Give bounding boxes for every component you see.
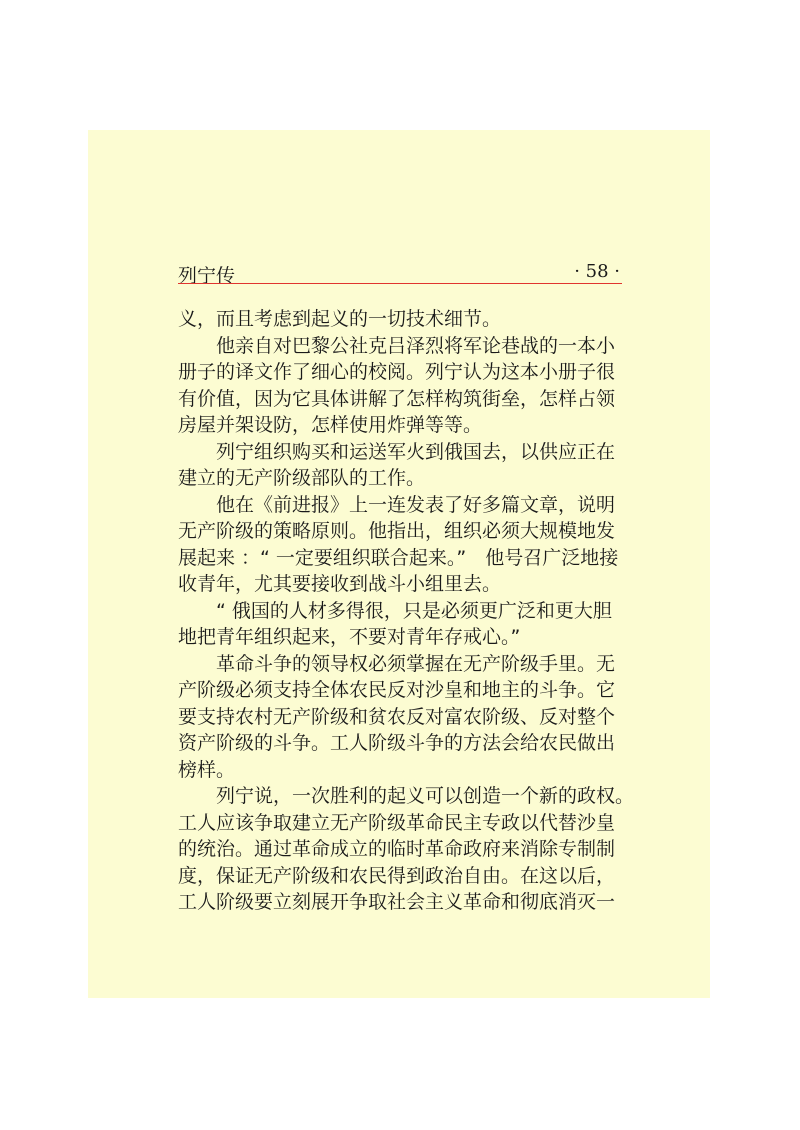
text-line: 无产阶级的策略原则。他指出，组织必须大规模地发: [178, 520, 616, 542]
text-line: 革命斗争的领导权必须掌握在无产阶级手里。无: [216, 652, 616, 675]
running-header: [178, 261, 622, 287]
text-line: 要支持农村无产阶级和贫农反对富农阶级、反对整个: [178, 705, 616, 728]
text-line: 建立的无产阶级部队的工作。: [178, 467, 426, 489]
header-divider: [178, 283, 622, 284]
body-text: [178, 306, 635, 916]
text-line: 列宁组织购买和运送军火到俄国去，以供应正在: [216, 440, 616, 463]
text-line: “ 俄国的人材多得很，只是必须更广泛和更大胆: [216, 599, 612, 622]
text-line: 度，保证无产阶级和农民得到政治自由。在这以后，: [178, 864, 616, 887]
text-line: 榜样。: [178, 758, 236, 781]
text-line: 义，而且考虑到起义的一切技术细节。: [178, 308, 502, 330]
text-line: 资产阶级的斗争。工人阶级斗争的方法会给农民做出: [178, 732, 616, 754]
header-page-number: · 58 ·: [574, 261, 620, 282]
text-line: 他在《前进报》上一连发表了好多篇文章，说明: [216, 493, 616, 516]
text-line: 产阶级必须支持全体农民反对沙皇和地主的斗争。它: [178, 679, 616, 701]
text-line: 册子的译文作了细心的校阅。列宁认为这本小册子很: [178, 361, 616, 383]
text-line: 列宁说，一次胜利的起义可以创造一个新的政权。: [216, 785, 635, 807]
text-line: 他亲自对巴黎公社克吕泽烈将军论巷战的一本小: [216, 334, 616, 357]
text-line: 房屋并架设防，怎样使用炸弹等等。: [178, 414, 483, 436]
text-line: 地把青年组织起来，不要对青年存戒心。”: [178, 626, 521, 648]
text-line: 收青年，尤其要接收到战斗小组里去。: [178, 573, 502, 595]
text-line: 工人阶级要立刻展开争取社会主义革命和彻底消灭一: [178, 891, 616, 913]
header-book-title: 列宁传: [178, 265, 236, 287]
text-line: 有价值，因为它具体讲解了怎样构筑街垒，怎样占领: [178, 387, 616, 410]
text-line: 的统治。通过革命成立的临时革命政府来消除专制制: [178, 838, 616, 860]
text-line: 工人应该争取建立无产阶级革命民主专政以代替沙皇: [178, 811, 616, 834]
text-line: 展起来 ：“ 一定要组织联合起来。” 他号召广泛地接: [178, 546, 619, 569]
